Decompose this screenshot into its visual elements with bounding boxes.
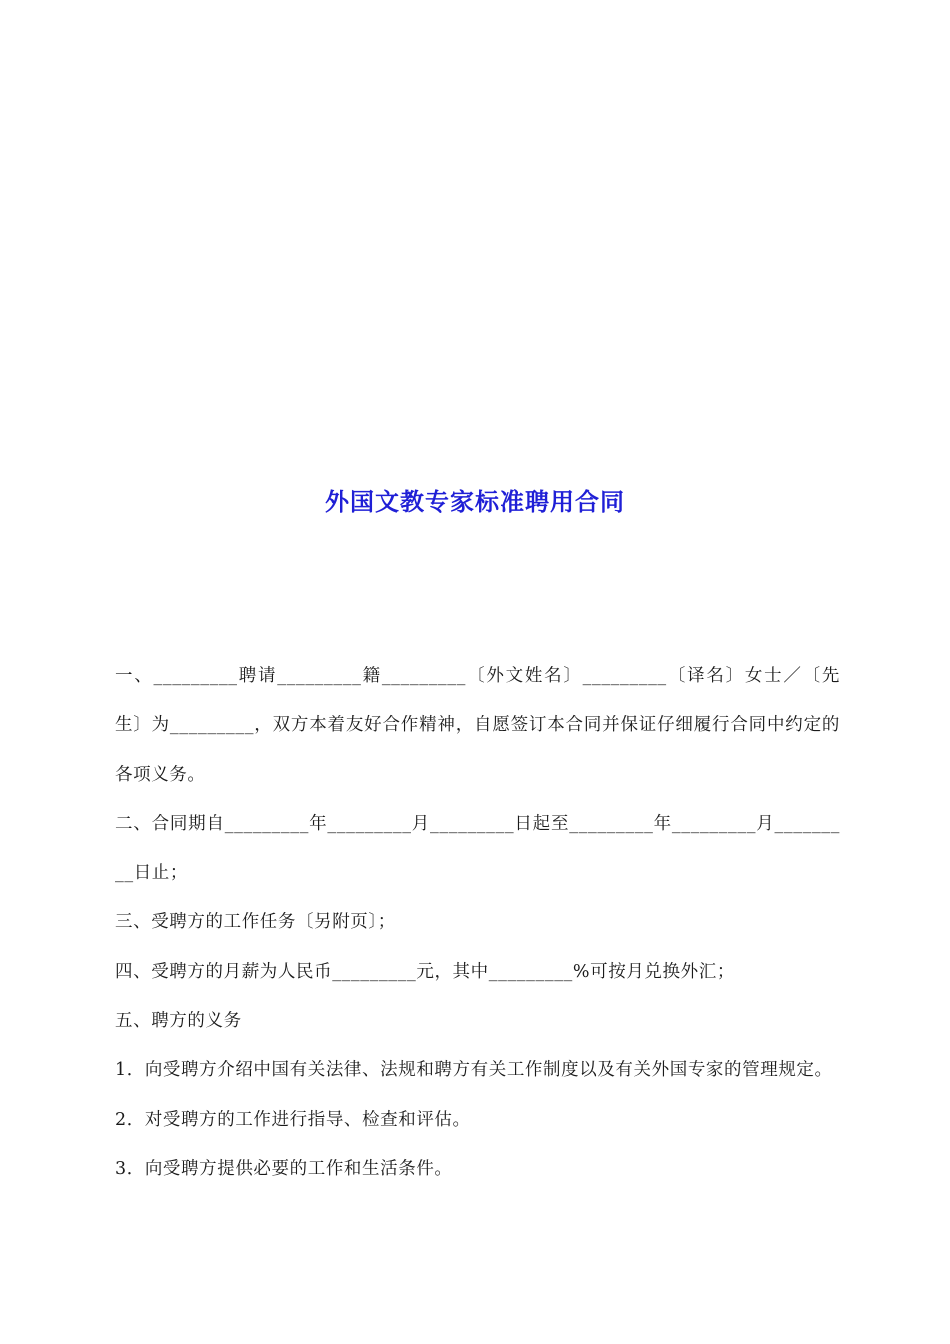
clause-5-item-2: 2．对受聘方的工作进行指导、检查和评估。 [115, 1109, 471, 1130]
clause-1-parties: 一、_________聘请_________籍_________〔外文姓名〕_________〔译名〕女士／〔先生〕为_________，双方本着友好合作精神，自愿签订本合同并保证仔细履行合同中约定的各项义务。 [115, 666, 840, 785]
document-title: 外国文教专家标准聘用合同 [325, 488, 625, 516]
clause-5-heading: 五、聘方的义务 [115, 1011, 242, 1032]
clause-4-salary: 四、受聘方的月薪为人民币_________元，其中_________%可按月兑换外汇； [115, 961, 735, 982]
clause-2-term: 二、合同期自_________年_________月_________日起至_________年_________月_________日止； [115, 813, 840, 884]
clause-3-tasks: 三、受聘方的工作任务〔另附页〕； [115, 912, 396, 933]
clause-5-item-3: 3．向受聘方提供必要的工作和生活条件。 [115, 1158, 453, 1179]
document-body [115, 652, 840, 1194]
clause-5-item-1: 1．向受聘方介绍中国有关法律、法规和聘方有关工作制度以及有关外国专家的管理规定。 [115, 1060, 833, 1081]
